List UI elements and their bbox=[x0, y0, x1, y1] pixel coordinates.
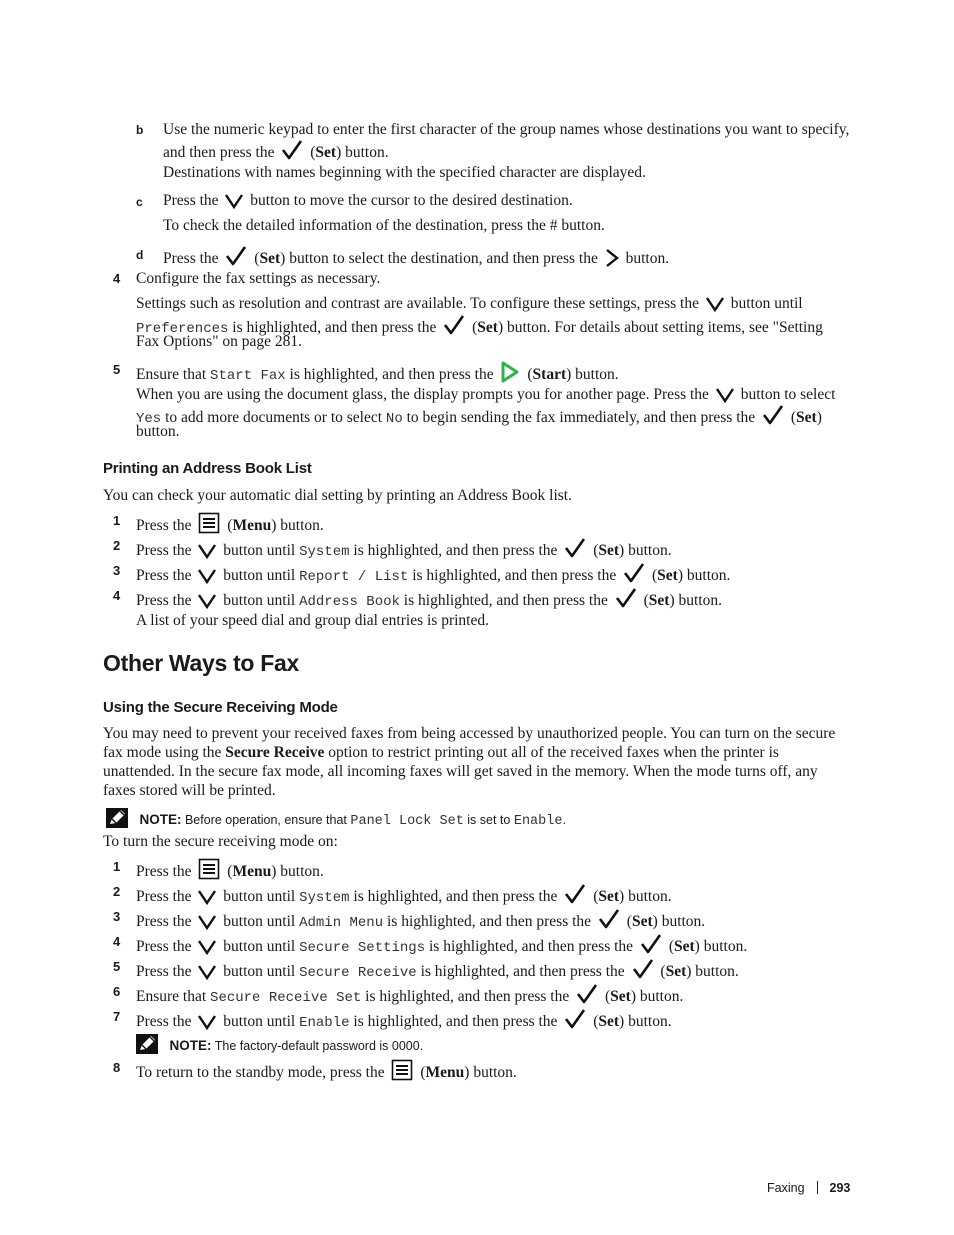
code-text: System bbox=[299, 544, 350, 560]
pencil-note-icon bbox=[136, 1034, 158, 1054]
code-text: Preferences bbox=[136, 321, 229, 337]
text: to begin sending the fax immediately, and then press the bbox=[406, 409, 756, 426]
text: is highlighted, and then press the bbox=[232, 319, 437, 336]
down-arrow-icon bbox=[716, 387, 734, 403]
down-arrow-icon bbox=[198, 889, 216, 905]
code-text: Admin Menu bbox=[299, 915, 384, 931]
text: Settings such as resolution and contrast are available. To configure these settings, press the bbox=[136, 295, 699, 312]
page-title: Other Ways to Fax bbox=[103, 650, 299, 676]
text-line: Preferences is highlighted, and then press the (Set) button. For details about setting items, see "Setting bbox=[136, 314, 823, 337]
text-line bbox=[136, 295, 803, 313]
text: is highlighted, and then press the bbox=[353, 1013, 558, 1030]
step-number: 3 bbox=[113, 563, 121, 578]
note bbox=[136, 1034, 423, 1054]
page-number: 293 bbox=[829, 1181, 851, 1195]
text-line bbox=[103, 744, 779, 762]
text: . bbox=[562, 813, 566, 827]
set-label: Set bbox=[598, 1013, 620, 1030]
text: Press the bbox=[136, 913, 192, 930]
text: is highlighted, and then press the bbox=[403, 592, 608, 609]
page-footer bbox=[767, 1181, 850, 1195]
down-arrow-icon bbox=[198, 593, 216, 609]
note bbox=[106, 808, 566, 829]
text: Ensure that bbox=[136, 366, 207, 383]
text: option to restrict printing out all of the received faxes when the printer is bbox=[328, 744, 779, 761]
set-label: Set bbox=[598, 542, 620, 559]
check-icon bbox=[623, 562, 645, 584]
text: button until bbox=[223, 888, 296, 905]
text: Press the bbox=[136, 888, 192, 905]
text: Before operation, ensure that bbox=[184, 813, 347, 827]
down-arrow-icon bbox=[706, 296, 724, 312]
start-icon bbox=[500, 361, 520, 383]
text-line: faxes stored will be printed. bbox=[103, 782, 276, 799]
text-line: Ensure that Secure Receive Set is highlighted, and then press the (Set) button. bbox=[136, 983, 683, 1006]
text: button until bbox=[223, 913, 296, 930]
text: is highlighted, and then press the bbox=[353, 888, 558, 905]
text-line: Press the (Menu) button. bbox=[136, 858, 324, 881]
step-number: 6 bbox=[113, 984, 121, 999]
text: is highlighted, and then press the bbox=[353, 542, 558, 559]
check-icon bbox=[598, 908, 620, 930]
text: button until bbox=[223, 963, 296, 980]
note-label: NOTE: bbox=[139, 812, 182, 827]
check-icon bbox=[576, 983, 598, 1005]
set-label: Set bbox=[631, 913, 653, 930]
text-line: unattended. In the secure fax mode, all incoming faxes will get saved in the memory. When the mode turns off, any bbox=[103, 763, 818, 780]
text: Press the bbox=[136, 1013, 192, 1030]
code-text: No bbox=[385, 411, 403, 427]
text: button. bbox=[639, 988, 684, 1005]
check-icon bbox=[443, 314, 465, 336]
text: button. bbox=[473, 1064, 517, 1081]
text: Press the bbox=[136, 567, 192, 584]
set-label: Set bbox=[648, 592, 670, 609]
code-text: Enable bbox=[299, 1015, 350, 1031]
text: is highlighted, and then press the bbox=[429, 938, 634, 955]
set-label: Set bbox=[665, 963, 687, 980]
text: button. bbox=[628, 888, 672, 905]
text-line: Press the button until Enable is highlighted, and then press the (Set) button. bbox=[136, 1008, 672, 1031]
text: button. bbox=[628, 542, 672, 559]
text: is set to bbox=[467, 813, 511, 827]
check-icon bbox=[632, 958, 654, 980]
text: button until bbox=[223, 542, 296, 559]
text: button to move the cursor to the desired destination. bbox=[250, 192, 573, 209]
text: button. bbox=[575, 366, 619, 383]
step-number: 3 bbox=[113, 909, 121, 924]
text-line: Press the button until System is highlighted, and then press the (Set) button. bbox=[136, 883, 672, 906]
menu-icon bbox=[198, 512, 220, 534]
text-line: Press the button until Report / List is highlighted, and then press the (Set) button. bbox=[136, 562, 730, 585]
text-line: Fax Options" on page 281. bbox=[136, 333, 303, 350]
down-arrow-icon bbox=[198, 939, 216, 955]
text: To return to the standby mode, press the bbox=[136, 1064, 385, 1081]
text-line: and then press the (Set) button. bbox=[163, 139, 389, 162]
text-line: To return to the standby mode, press the (Menu) button. bbox=[136, 1059, 517, 1082]
text-line: Press the button until Secure Settings is highlighted, and then press the (Set) button. bbox=[136, 933, 747, 956]
start-label: Start bbox=[532, 366, 567, 383]
down-arrow-icon bbox=[198, 964, 216, 980]
text: Press the bbox=[136, 517, 192, 534]
section-heading: Printing an Address Book List bbox=[103, 460, 312, 477]
text: button. For details about setting items, see "Setting bbox=[507, 319, 823, 336]
text: Press the bbox=[163, 250, 219, 267]
step-number: 1 bbox=[113, 859, 121, 874]
text: button. bbox=[345, 144, 389, 161]
text-line: Press the (Set) button to select the destination, and then press the button. bbox=[163, 245, 669, 268]
menu-label: Menu bbox=[232, 517, 272, 534]
check-icon bbox=[564, 883, 586, 905]
set-label: Set bbox=[259, 250, 281, 267]
text: Press the bbox=[136, 963, 192, 980]
text: Press the bbox=[136, 863, 192, 880]
step-number: 7 bbox=[113, 1009, 121, 1024]
set-label: Set bbox=[315, 144, 337, 161]
text-line: Press the button until Admin Menu is highlighted, and then press the (Set) button. bbox=[136, 908, 705, 931]
step-marker: d bbox=[136, 248, 144, 262]
text-line: Yes to add more documents or to select No to begin sending the fax immediately, and then press the (Set) bbox=[136, 404, 822, 427]
footer-section: Faxing bbox=[767, 1181, 805, 1195]
text-line: button. bbox=[136, 423, 180, 440]
text-line: You may need to prevent your received faxes from being accessed by unauthorized people. You can turn on the secure bbox=[103, 725, 836, 742]
text-line: Configure the fax settings as necessary. bbox=[136, 270, 381, 287]
text-line bbox=[163, 192, 573, 210]
code-text: Panel Lock Set bbox=[350, 814, 464, 829]
menu-label: Menu bbox=[425, 1064, 465, 1081]
down-arrow-icon bbox=[198, 1014, 216, 1030]
set-label: Set bbox=[657, 567, 678, 584]
text: is highlighted, and then press the bbox=[420, 963, 625, 980]
menu-icon bbox=[391, 1059, 413, 1081]
code-text: Report / List bbox=[299, 569, 409, 585]
text-line: Press the button until Secure Receive is highlighted, and then press the (Set) button. bbox=[136, 958, 739, 981]
code-text: Start Fax bbox=[210, 368, 286, 384]
step-number: 2 bbox=[113, 538, 121, 553]
pencil-note-icon bbox=[106, 808, 128, 828]
text: button. bbox=[280, 517, 324, 534]
code-text: Secure Settings bbox=[299, 940, 426, 956]
text-line: A list of your speed dial and group dial entries is printed. bbox=[136, 612, 489, 629]
step-marker: c bbox=[136, 195, 143, 209]
text: When you are using the document glass, the display prompts you for another page. Press the bbox=[136, 386, 709, 403]
text-line: Destinations with names beginning with the specified character are displayed. bbox=[163, 164, 646, 181]
text: button until bbox=[223, 567, 296, 584]
step-number: 8 bbox=[113, 1060, 121, 1075]
code-text: System bbox=[299, 890, 350, 906]
down-arrow-icon bbox=[225, 193, 243, 209]
text: Press the bbox=[136, 592, 192, 609]
text: button until bbox=[223, 1013, 296, 1030]
text: button. bbox=[695, 963, 739, 980]
text-line: Press the button until System is highlighted, and then press the (Set) button. bbox=[136, 537, 672, 560]
check-icon bbox=[281, 139, 303, 161]
menu-icon bbox=[198, 858, 220, 880]
code-text: Address Book bbox=[299, 594, 400, 610]
set-label: Set bbox=[598, 888, 620, 905]
text: Ensure that bbox=[136, 988, 207, 1005]
text-line: Use the numeric keypad to enter the first character of the group names whose destinations you want to specify, bbox=[163, 121, 850, 138]
text: fax mode using the bbox=[103, 744, 222, 761]
text-line: Ensure that Start Fax is highlighted, and then press the (Start) button. bbox=[136, 361, 619, 384]
text: is highlighted, and then press the bbox=[289, 366, 494, 383]
text: is highlighted, and then press the bbox=[365, 988, 570, 1005]
text: button to select the destination, and then press the bbox=[289, 250, 598, 267]
check-icon bbox=[225, 245, 247, 267]
set-label: Set bbox=[796, 409, 817, 426]
text: button until bbox=[223, 592, 296, 609]
down-arrow-icon bbox=[198, 543, 216, 559]
step-marker: b bbox=[136, 123, 144, 137]
set-label: Set bbox=[610, 988, 631, 1005]
text-line bbox=[136, 386, 835, 404]
text-line: Press the button until Address Book is highlighted, and then press the (Set) button. bbox=[136, 587, 722, 610]
code-text: Secure Receive bbox=[299, 965, 417, 981]
text: button. bbox=[628, 1013, 672, 1030]
step-number: 5 bbox=[113, 959, 121, 974]
text: button until bbox=[730, 295, 803, 312]
down-arrow-icon bbox=[198, 568, 216, 584]
step-number: 4 bbox=[113, 934, 121, 949]
text-line: To check the detailed information of the destination, press the # button. bbox=[163, 217, 605, 234]
step-number: 4 bbox=[113, 271, 121, 286]
check-icon bbox=[564, 537, 586, 559]
text: button. bbox=[661, 913, 706, 930]
step-number: 2 bbox=[113, 884, 121, 899]
text-line: To turn the secure receiving mode on: bbox=[103, 833, 338, 850]
section-heading: Using the Secure Receiving Mode bbox=[103, 699, 338, 716]
text: is highlighted, and then press the bbox=[412, 567, 617, 584]
check-icon bbox=[762, 404, 784, 426]
text: button. bbox=[678, 592, 722, 609]
menu-label: Menu bbox=[232, 863, 272, 880]
set-label: Set bbox=[477, 319, 498, 336]
text: button. bbox=[686, 567, 731, 584]
text: is highlighted, and then press the bbox=[386, 913, 592, 930]
text: The factory-default password is 0000. bbox=[214, 1039, 424, 1053]
text: Press the bbox=[136, 542, 192, 559]
text: Press the bbox=[136, 938, 192, 955]
check-icon bbox=[564, 1008, 586, 1030]
text: Press the bbox=[163, 192, 219, 209]
code-text: Yes bbox=[136, 411, 162, 427]
text: to add more documents or to select bbox=[165, 409, 383, 426]
code-text: Enable bbox=[513, 814, 563, 829]
step-number: 5 bbox=[113, 362, 121, 377]
down-arrow-icon bbox=[198, 914, 216, 930]
text: button to select bbox=[740, 386, 836, 403]
text: and then press the bbox=[163, 144, 275, 161]
text: button. bbox=[625, 250, 670, 267]
code-text: Secure Receive Set bbox=[210, 990, 362, 1006]
step-number: 1 bbox=[113, 513, 121, 528]
step-number: 4 bbox=[113, 588, 121, 603]
text: button. bbox=[280, 863, 324, 880]
check-icon bbox=[615, 587, 637, 609]
note-label: NOTE: bbox=[169, 1038, 212, 1053]
right-arrow-icon bbox=[605, 249, 619, 267]
check-icon bbox=[640, 933, 662, 955]
text: button until bbox=[223, 938, 296, 955]
footer-divider bbox=[817, 1181, 818, 1194]
text: button. bbox=[703, 938, 748, 955]
text-line: Press the (Menu) button. bbox=[136, 512, 324, 535]
bold-text: Secure Receive bbox=[225, 744, 325, 761]
set-label: Set bbox=[673, 938, 695, 955]
text-line: You can check your automatic dial setting by printing an Address Book list. bbox=[103, 487, 572, 504]
